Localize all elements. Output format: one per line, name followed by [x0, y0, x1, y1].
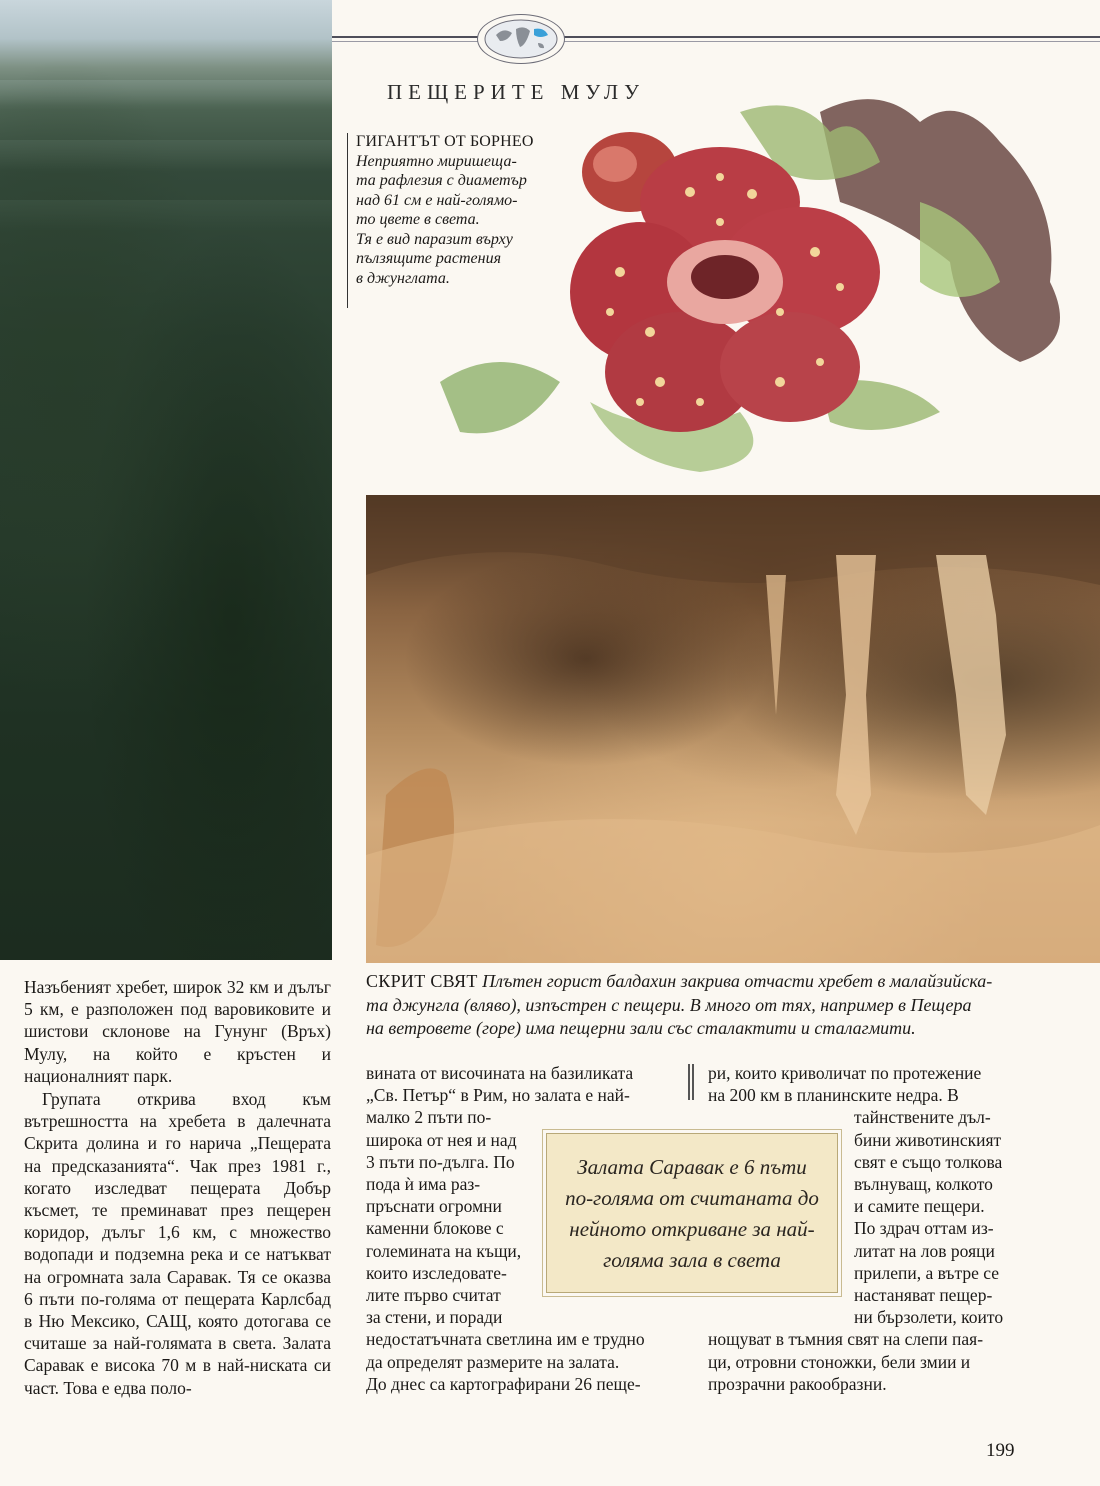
text-line: По здрач оттам из-: [854, 1218, 994, 1239]
text-line: прозрачни ракообразни.: [708, 1373, 887, 1394]
text-line: за стени, и поради: [366, 1307, 503, 1328]
text-line: свят е също толкова: [854, 1151, 1003, 1172]
text-line: литат на лов рояци: [854, 1240, 995, 1261]
text-line: пръснати огромни: [366, 1196, 502, 1217]
globe-icon: [477, 14, 565, 64]
text-line: малко 2 пъти по-: [366, 1107, 492, 1128]
rafflesia-caption: [356, 132, 586, 288]
caption-line: пълзящите растения: [356, 250, 502, 267]
text-line: ри, които криволичат по протежение: [708, 1063, 982, 1083]
cave-caption: [366, 970, 1066, 1041]
caption-line: Плътен горист балдахин закрива отчасти хребет в малайзийска-: [477, 971, 993, 991]
page-number: 199: [986, 1440, 1015, 1461]
text-line: на 200 км в планинските недра. В: [708, 1085, 959, 1106]
text-line: ни бързолети, които: [854, 1307, 1004, 1328]
text-line: недостатъчната светлина им е трудно: [366, 1329, 645, 1350]
text-line: „Св. Петър“ в Рим, но залата е най-: [366, 1085, 630, 1106]
text-line: широка от нея и над: [366, 1129, 517, 1150]
paragraph: Назъбеният хребет, широк 32 км и дълъг 5 км, е разположен под варовиковите и шистови склонове на Гунунг (Връх) Мулу, на който е кръстен и националният парк.: [24, 977, 331, 1086]
text-line: пода ѝ има раз-: [366, 1174, 481, 1195]
pull-quote: [546, 1133, 838, 1293]
text-line: ци, отровни стоножки, бели змии и: [708, 1351, 971, 1372]
column-separator: [692, 1064, 694, 1100]
caption-heading: СКРИТ СВЯТ: [366, 971, 478, 991]
text-line: бини животинският: [854, 1129, 1002, 1150]
text-line: които изследовате-: [366, 1262, 507, 1283]
text-line: До днес са картографирани 26 пеще-: [366, 1373, 641, 1394]
caption-heading: ГИГАНТЪТ ОТ БОРНЕО: [356, 133, 534, 150]
caption-line: на ветровете (горе) има пещерни зали със сталактити и сталагмити.: [366, 1018, 916, 1038]
cave-photo: [366, 495, 1100, 963]
text-line: и самите пещери.: [854, 1196, 985, 1217]
body-column-1: [24, 976, 331, 1399]
caption-line: то цвете в света.: [356, 211, 480, 228]
text-line: вината от височината на базиликата: [366, 1063, 634, 1083]
caption-line: та джунгла (вляво), изпъстрен с пещери. В много от тях, например в Пещера: [366, 994, 972, 1015]
text-line: нощуват в тъмния свят на слепи пая-: [708, 1329, 984, 1350]
text-line: вълнуващ, колкото: [854, 1174, 993, 1195]
paragraph: Групата открива вход към вътрешността на хребета в далечната Скрита долина и го нарича „Пещерата на предсказанията“. Чак през 1981 г., когато изследват пещерата Добър късмет, те преминават през пещерен коридор, дълъг 1,6 км, с множество водопади и подземна река и се натъкват на огромната зала Саравак. Тя се оказва 6 пъти по-голяма от пещерата Карлсбад в Ню Мексико, САЩ, която дотогава се считаше за най-голямата в света. Залата Саравак е висока 70 м в най-ниската си част. Това е едва поло-: [24, 1089, 331, 1398]
text-line: прилепи, а вътре се: [854, 1262, 999, 1283]
caption-line: та рафлезия с диаметър: [356, 172, 527, 189]
header-rule: [332, 36, 1100, 38]
text-line: големината на къщи,: [366, 1240, 522, 1261]
text-line: настаняват пещер-: [854, 1285, 993, 1306]
text-line: да определят размерите на залата.: [366, 1351, 620, 1372]
pull-quote-text: Залата Саравак е 6 пъти по-голяма от считаната до нейното откриване за най-голяма зала в света: [565, 1155, 819, 1272]
caption-line: над 61 см е най-голямо-: [356, 191, 518, 209]
forest-photo: [0, 0, 332, 960]
text-line: 3 пъти по-дълга. По: [366, 1151, 515, 1172]
text-line: лите първо считат: [366, 1285, 501, 1306]
column-separator: [688, 1064, 690, 1100]
header-rule-thin: [332, 41, 1100, 42]
caption-line: Тя е вид паразит върху: [356, 230, 513, 248]
caption-bar: [347, 133, 348, 308]
text-line: тайнствените дъл-: [854, 1107, 991, 1128]
caption-line: Неприятно миришеща-: [356, 152, 517, 170]
page-title: ПЕЩЕРИТЕ МУЛУ: [387, 80, 646, 104]
caption-line: в джунглата.: [356, 269, 450, 287]
text-line: каменни блокове с: [366, 1218, 504, 1239]
